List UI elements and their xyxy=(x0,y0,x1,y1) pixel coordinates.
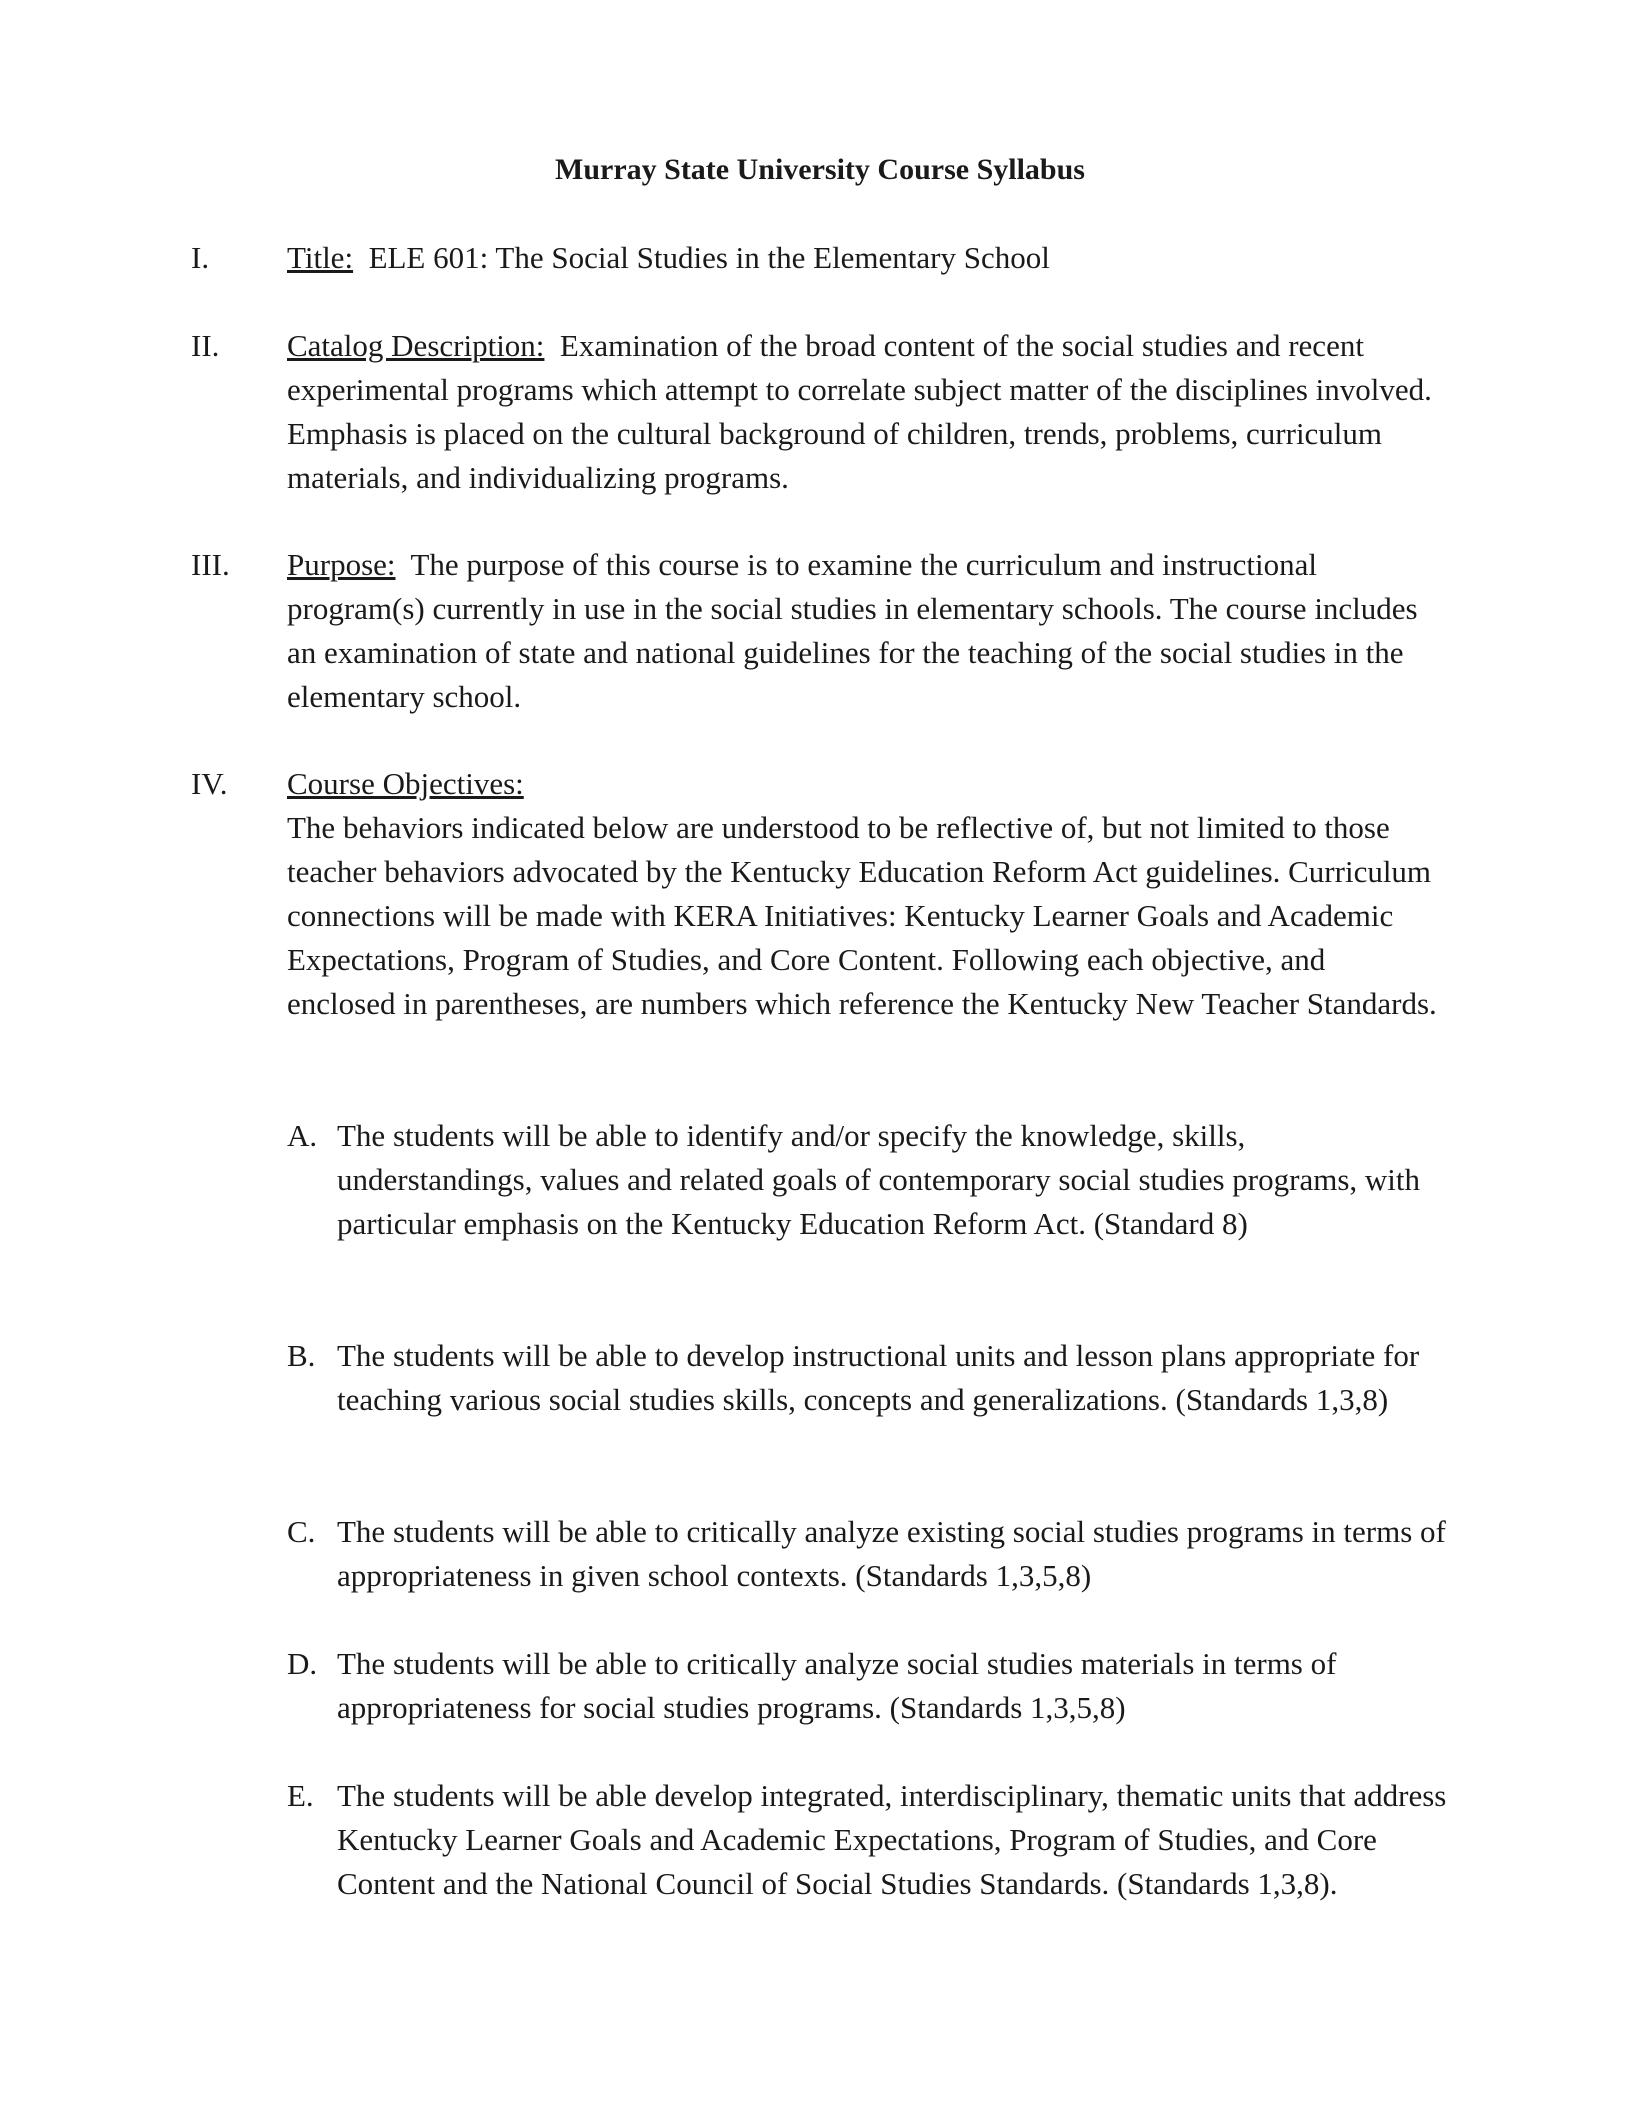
objective-d xyxy=(287,1642,1447,1730)
section-heading: Purpose: xyxy=(287,547,396,582)
objective-text: The students will be able to critically analyze existing social studies programs in terms of appropriateness in given school contexts. (Standards 1,3,5,8) xyxy=(337,1514,1446,1593)
section-text: The behaviors indicated below are understood to be reflective of, but not limited to those teacher behaviors advocated by the Kentucky Education Reform Act guidelines. Curriculum connections will be made with KERA Initiatives: Kentucky Learner Goals and Academic Expectations, Program of Studies, and Core Content. Following each objective, and enclosed in parentheses, are numbers which reference the Kentucky New Teacher Standards. xyxy=(287,810,1437,1021)
document-title: Murray State University Course Syllabus xyxy=(555,153,1085,186)
objective-text: The students will be able to critically analyze social studies materials in terms of appropriateness for social studies programs. (Standards 1,3,5,8) xyxy=(337,1646,1337,1725)
section-heading: Course Objectives: xyxy=(287,766,524,801)
objective-letter: D. xyxy=(287,1646,318,1681)
section-text: Examination of the broad content of the social studies and recent experimental programs which attempt to correlate subject matter of the disciplines involved. Emphasis is placed on the cultural background of children, trends, problems, curriculum materials, and individualizing programs. xyxy=(287,328,1432,495)
section-course-objectives xyxy=(191,762,1451,1026)
objective-c xyxy=(287,1510,1447,1598)
section-number: III. xyxy=(191,547,230,582)
section-number: II. xyxy=(191,328,220,363)
objective-letter: B. xyxy=(287,1338,316,1373)
section-text: The purpose of this course is to examine the curriculum and instructional program(s) currently in use in the social studies in elementary schools. The course includes an examination of state and national guidelines for the teaching of the social studies in the elementary school. xyxy=(287,547,1418,714)
objective-a xyxy=(287,1114,1447,1246)
objective-text: The students will be able develop integrated, interdisciplinary, thematic units that address Kentucky Learner Goals and Academic Expectations, Program of Studies, and Core Content and the National Council of Social Studies Standards. (Standards 1,3,8). xyxy=(337,1778,1447,1901)
section-body xyxy=(287,236,1437,280)
objective-text: The students will be able to identify and/or specify the knowledge, skills, understandings, values and related goals of contemporary social studies programs, with particular emphasis on the Kentucky Education Reform Act. (Standard 8) xyxy=(337,1118,1421,1241)
section-heading: Title: xyxy=(287,240,354,275)
section-body xyxy=(287,543,1437,719)
section-body xyxy=(287,762,1437,1026)
objective-b xyxy=(287,1334,1447,1422)
objective-e xyxy=(287,1774,1447,1906)
section-purpose xyxy=(191,543,1451,719)
section-heading: Catalog Description: xyxy=(287,328,545,363)
section-text: ELE 601: The Social Studies in the Elementary School xyxy=(368,240,1050,275)
objective-letter: A. xyxy=(287,1118,318,1153)
objective-letter: C. xyxy=(287,1514,316,1549)
objective-text: The students will be able to develop instructional units and lesson plans appropriate for teaching various social studies skills, concepts and generalizations. (Standards 1,3,8) xyxy=(337,1338,1420,1417)
section-number: I. xyxy=(191,240,210,275)
section-number: IV. xyxy=(191,766,228,801)
section-title xyxy=(191,236,1451,280)
objective-letter: E. xyxy=(287,1778,314,1813)
section-catalog-description xyxy=(191,324,1451,500)
section-body xyxy=(287,324,1437,500)
